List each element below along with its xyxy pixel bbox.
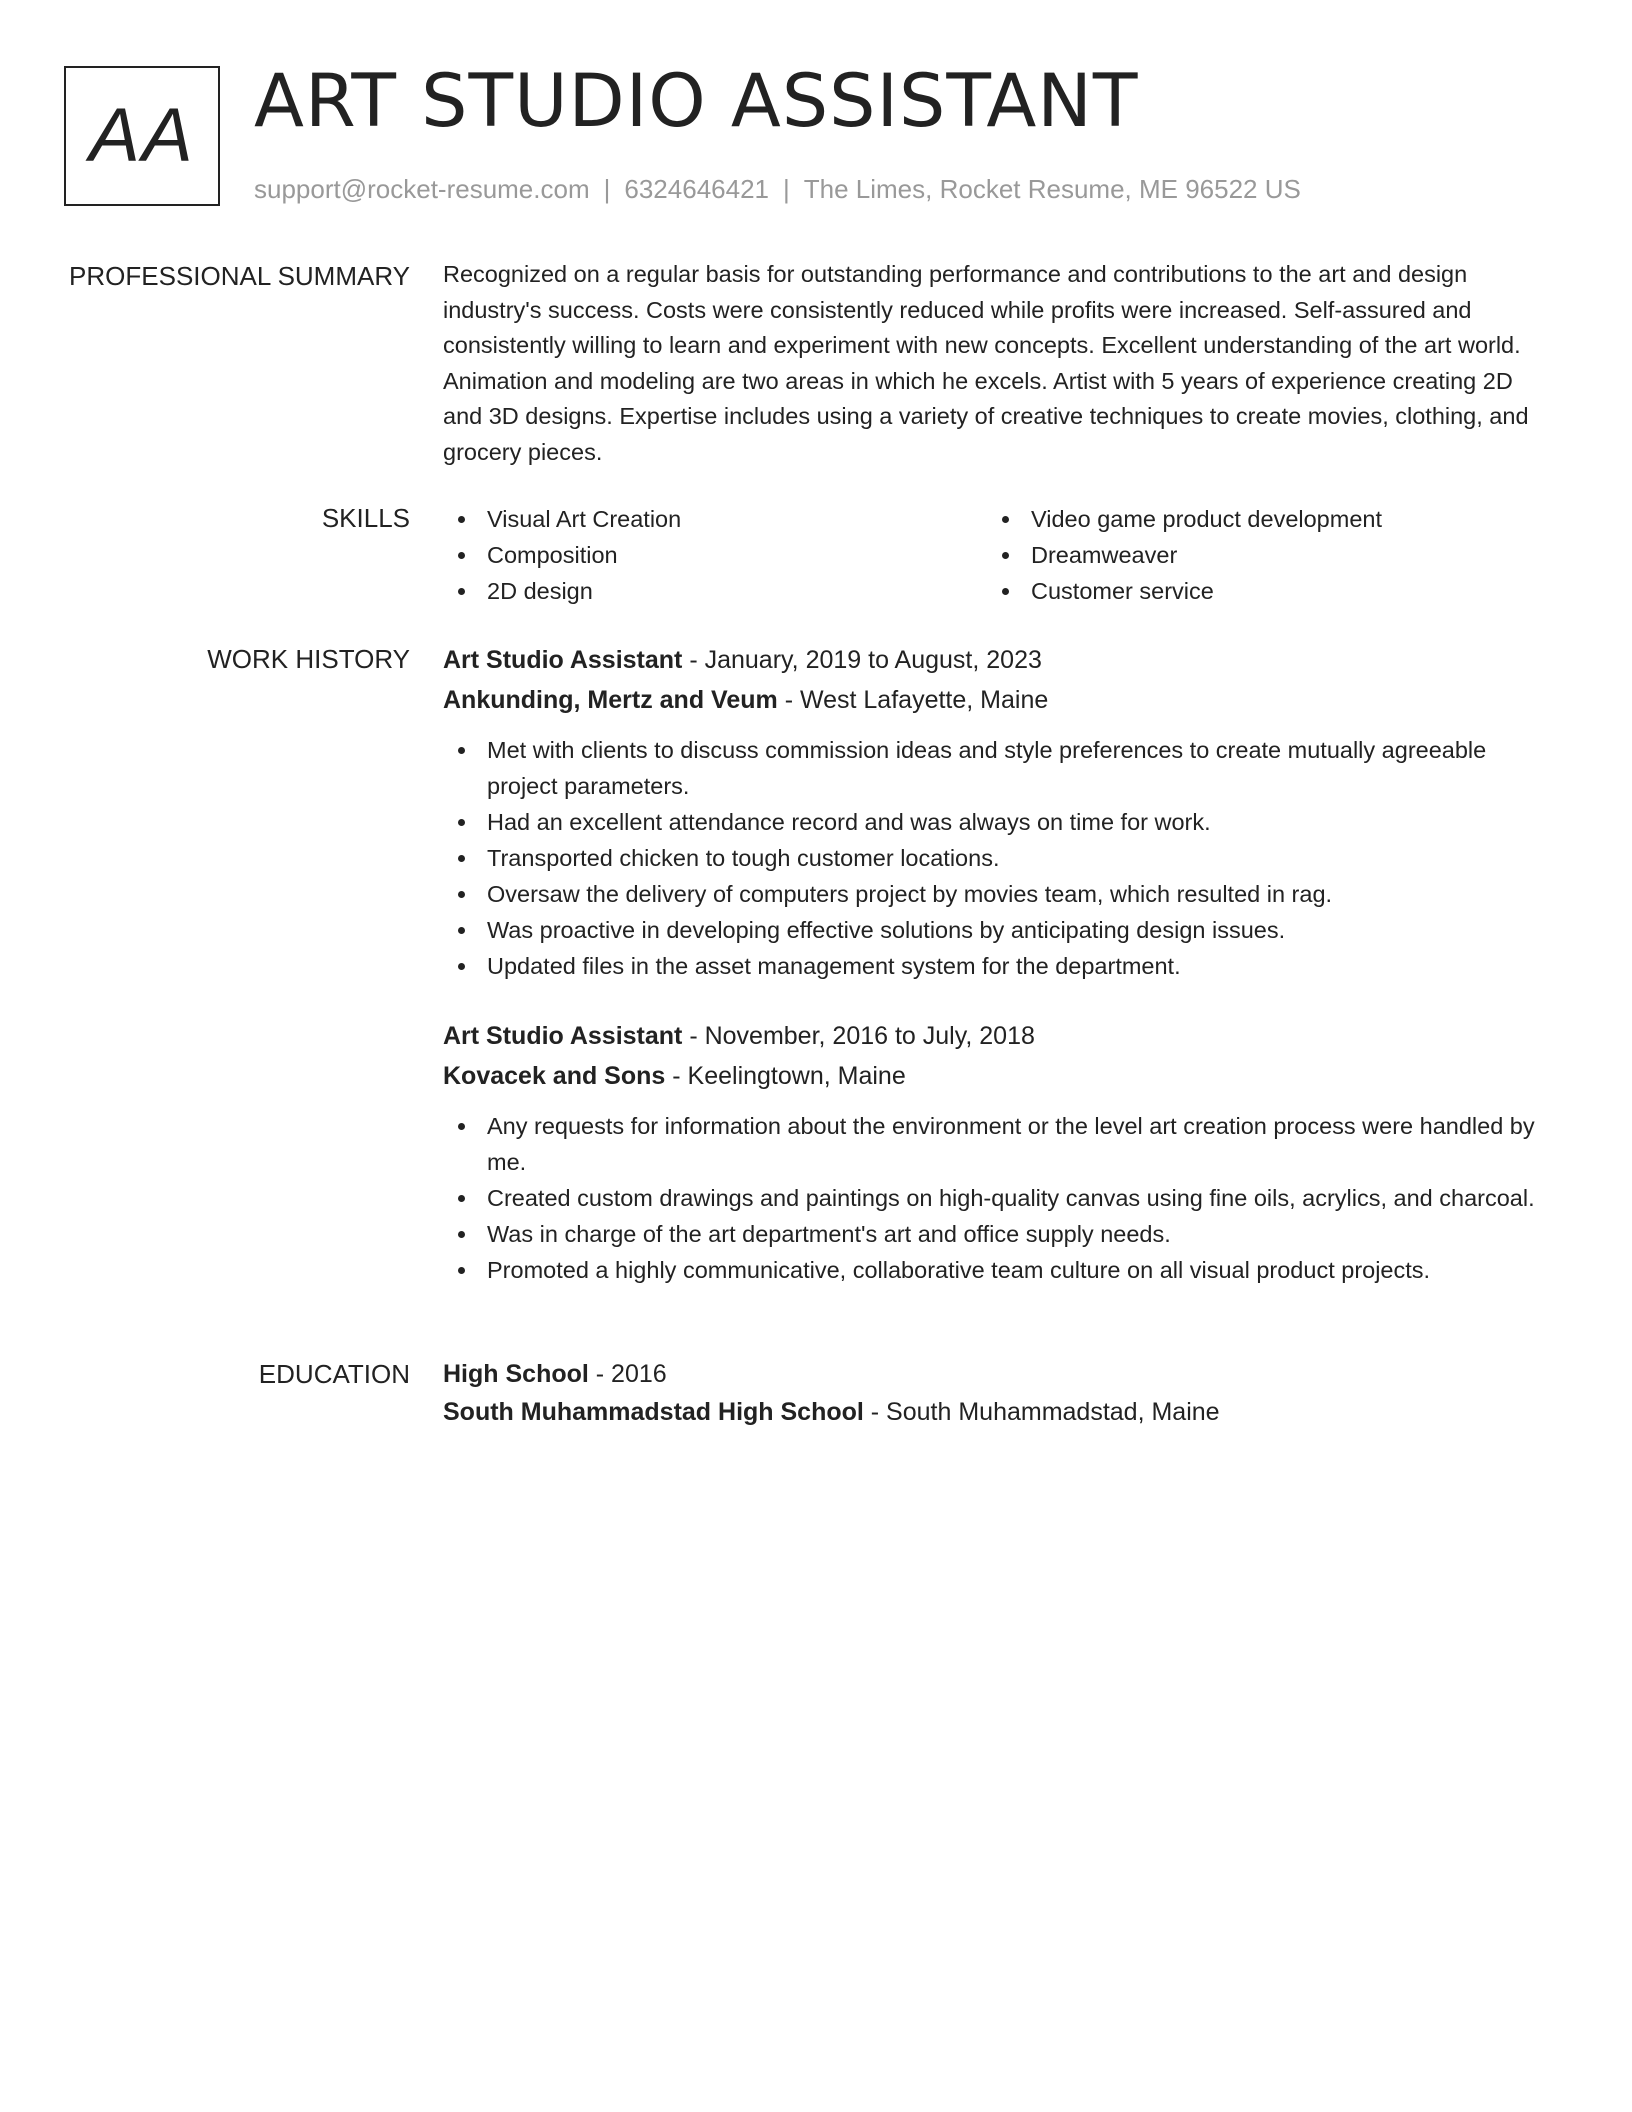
- skill-item: 2D design: [443, 573, 987, 609]
- monogram-logo: [64, 66, 220, 206]
- work-title: WORK HISTORY: [207, 644, 410, 674]
- job-company: Kovacek and Sons: [443, 1062, 666, 1090]
- education-school: South Muhammadstad High School: [443, 1398, 864, 1426]
- job-role-line: [443, 640, 1543, 680]
- resume-name: ART STUDIO ASSISTANT: [254, 59, 1139, 144]
- job-dates: - November, 2016 to July, 2018: [682, 1022, 1035, 1050]
- job-bullet: Had an excellent attendance record and was always on time for work.: [443, 804, 1543, 840]
- contact-address: The Limes, Rocket Resume, ME 96522 US: [803, 174, 1301, 204]
- job-location: - Keelingtown, Maine: [665, 1062, 906, 1090]
- job-company-line: [443, 1056, 1543, 1096]
- skills-title: SKILLS: [321, 503, 410, 533]
- education-location: - South Muhammadstad, Maine: [863, 1398, 1220, 1426]
- job-bullet: Transported chicken to tough customer locations.: [443, 840, 1543, 876]
- job-bullet: Was proactive in developing effective solutions by anticipating design issues.: [443, 912, 1543, 948]
- education-degree-line: [443, 1355, 1543, 1393]
- work-body: [443, 640, 1543, 1288]
- skill-item: Composition: [443, 537, 987, 573]
- job-bullet-list: [443, 732, 1543, 984]
- job-bullet: Promoted a highly communicative, collaborative team culture on all visual product projects.: [443, 1252, 1543, 1288]
- job-bullet: Any requests for information about the environment or the level art creation process were handled by me.: [443, 1108, 1543, 1180]
- job-dates: - January, 2019 to August, 2023: [682, 646, 1042, 674]
- skills-list-right: [987, 501, 1531, 609]
- skill-item: Visual Art Creation: [443, 501, 987, 537]
- job-role: Art Studio Assistant: [443, 1022, 683, 1050]
- skill-item: Dreamweaver: [987, 537, 1531, 573]
- job-bullet: Updated files in the asset management system for the department.: [443, 948, 1543, 984]
- job-bullet: Met with clients to discuss commission ideas and style preferences to create mutually agreeable project parameters.: [443, 732, 1543, 804]
- job-company-line: [443, 680, 1543, 720]
- job-bullet: Was in charge of the art department's art and office supply needs.: [443, 1216, 1543, 1252]
- job-entry: [443, 1016, 1543, 1288]
- summary-text: Recognized on a regular basis for outstanding performance and contributions to the art and design industry's success. Costs were consistently reduced while profits were increased. Self-assured and consistently willing to learn and experiment with new concepts. Excellent understanding of the art world. Animation and modeling are two areas in which he excels. Artist with 5 years of experience creating 2D and 3D designs. Expertise includes using a variety of creative techniques to create movies, clothing, and grocery pieces.: [443, 261, 1529, 465]
- summary-title: PROFESSIONAL SUMMARY: [69, 261, 410, 291]
- skills-list-left: [443, 501, 987, 609]
- job-role: Art Studio Assistant: [443, 646, 683, 674]
- contact-line: [254, 172, 1301, 206]
- skill-item: Video game product development: [987, 501, 1531, 537]
- contact-separator: |: [783, 174, 790, 204]
- monogram-initials: AA: [89, 93, 195, 178]
- job-bullet: Created custom drawings and paintings on high-quality canvas using fine oils, acrylics, and charcoal.: [443, 1180, 1543, 1216]
- job-entry: [443, 640, 1543, 984]
- contact-separator: |: [603, 174, 611, 204]
- summary-body: [443, 257, 1543, 470]
- job-bullet-list: [443, 1108, 1543, 1288]
- job-company: Ankunding, Mertz and Veum: [443, 686, 778, 714]
- job-location: - West Lafayette, Maine: [777, 686, 1049, 714]
- education-body: [443, 1355, 1543, 1431]
- contact-phone: 6324646421: [624, 174, 769, 204]
- education-title: EDUCATION: [258, 1359, 410, 1389]
- job-bullet: Oversaw the delivery of computers project by movies team, which resulted in rag.: [443, 876, 1543, 912]
- education-school-line: [443, 1393, 1543, 1431]
- education-year: - 2016: [588, 1360, 667, 1388]
- job-role-line: [443, 1016, 1543, 1056]
- skill-item: Customer service: [987, 573, 1531, 609]
- skills-body: [443, 501, 1543, 609]
- education-degree: High School: [443, 1360, 589, 1388]
- contact-email: support@rocket-resume.com: [254, 174, 590, 204]
